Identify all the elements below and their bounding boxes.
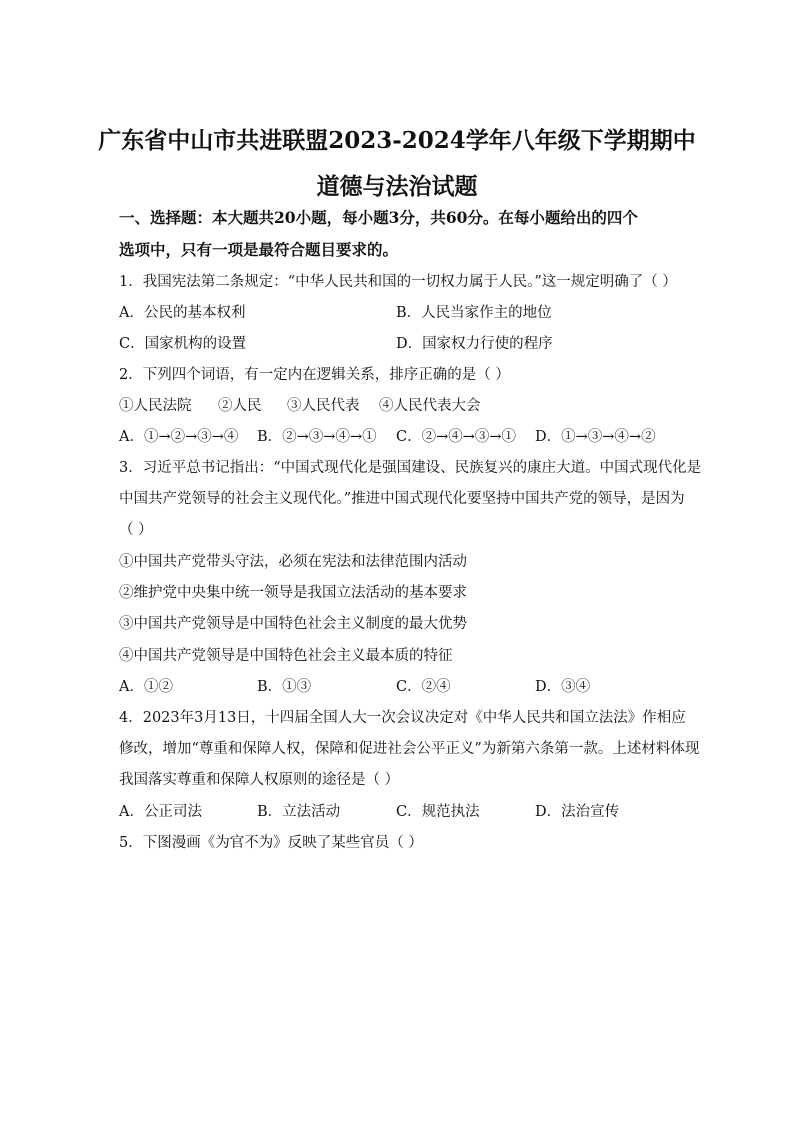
q3-statement-4: ④中国共产党领导是中国特色社会主义最本质的特征 [119, 648, 453, 664]
q3-stem-line1: 3．习近平总书记指出：“中国式现代化是强国建设、民族复兴的康庄大道。中国式现代化是 [119, 460, 702, 476]
q2-item-2: ②人民 [218, 398, 262, 414]
q2-option-b: B．②→③→④→① [257, 429, 377, 445]
q2-stem: 2．下列四个词语，有一定内在逻辑关系，排序正确的是（ ） [119, 367, 510, 383]
q2-option-d: D．①→③→④→② [535, 429, 656, 445]
q4-option-b: B．立法活动 [257, 804, 341, 820]
exam-title-line2: 道德与法治试题 [316, 173, 478, 200]
q3-option-d: D．③④ [535, 679, 591, 695]
q2-option-a: A．①→②→③→④ [119, 429, 239, 445]
section-heading-line2: 选项中，只有一项是最符合题目要求的。 [119, 240, 399, 259]
q4-option-c: C．规范执法 [396, 804, 480, 820]
section-heading-line1: 一、选择题：本大题共20小题，每小题3分，共60分。在每小题给出的四个 [119, 208, 638, 227]
q2-item-1: ①人民法院 [119, 398, 192, 414]
q3-stem-line2: 中国共产党领导的社会主义现代化。”推进中国式现代化要坚持中国共产党的领导，是因为 [119, 491, 685, 507]
q4-stem-line2: 修改，增加“尊重和保障人权，保障和促进社会公平正义”为新第六条第一款。上述材料体现 [119, 741, 700, 757]
q4-stem-line3: 我国落实尊重和保障人权原则的途径是（ ） [119, 772, 400, 788]
q1-option-b: B．人民当家作主的地位 [396, 305, 552, 321]
q3-statement-2: ②维护党中央集中统一领导是我国立法活动的基本要求 [119, 585, 467, 601]
q1-option-d: D．国家权力行使的程序 [396, 336, 553, 352]
q4-option-a: A．公正司法 [119, 804, 202, 820]
q5-stem: 5．下图漫画《为官不为》反映了某些官员（ ） [119, 835, 423, 851]
q4-option-d: D．法治宣传 [535, 804, 620, 820]
q1-option-a: A．公民的基本权利 [119, 305, 246, 321]
q3-option-a: A．①② [119, 679, 173, 695]
q3-option-c: C．②④ [396, 679, 451, 695]
q3-statement-1: ①中国共产党带头守法，必须在宪法和法律范围内活动 [119, 554, 467, 570]
q1-option-c: C．国家机构的设置 [119, 336, 247, 352]
q2-item-4: ④人民代表大会 [379, 398, 481, 414]
q1-stem: 1．我国宪法第二条规定：“中华人民共和国的一切权力属于人民。”这一规定明确了（ ） [119, 274, 677, 290]
q3-option-b: B．①③ [257, 679, 312, 695]
q4-stem-line1: 4．2023年3月13日，十四届全国人大一次会议决定对《中华人民共和国立法法》作相应 [119, 710, 686, 726]
exam-title-line1: 广东省中山市共进联盟2023-2024学年八年级下学期期中 [98, 127, 696, 154]
q3-statement-3: ③中国共产党领导是中国特色社会主义制度的最大优势 [119, 616, 467, 632]
q3-stem-line3: （ ） [119, 522, 153, 538]
q2-item-3: ③人民代表 [287, 398, 360, 414]
q2-option-c: C．②→④→③→① [396, 429, 517, 445]
